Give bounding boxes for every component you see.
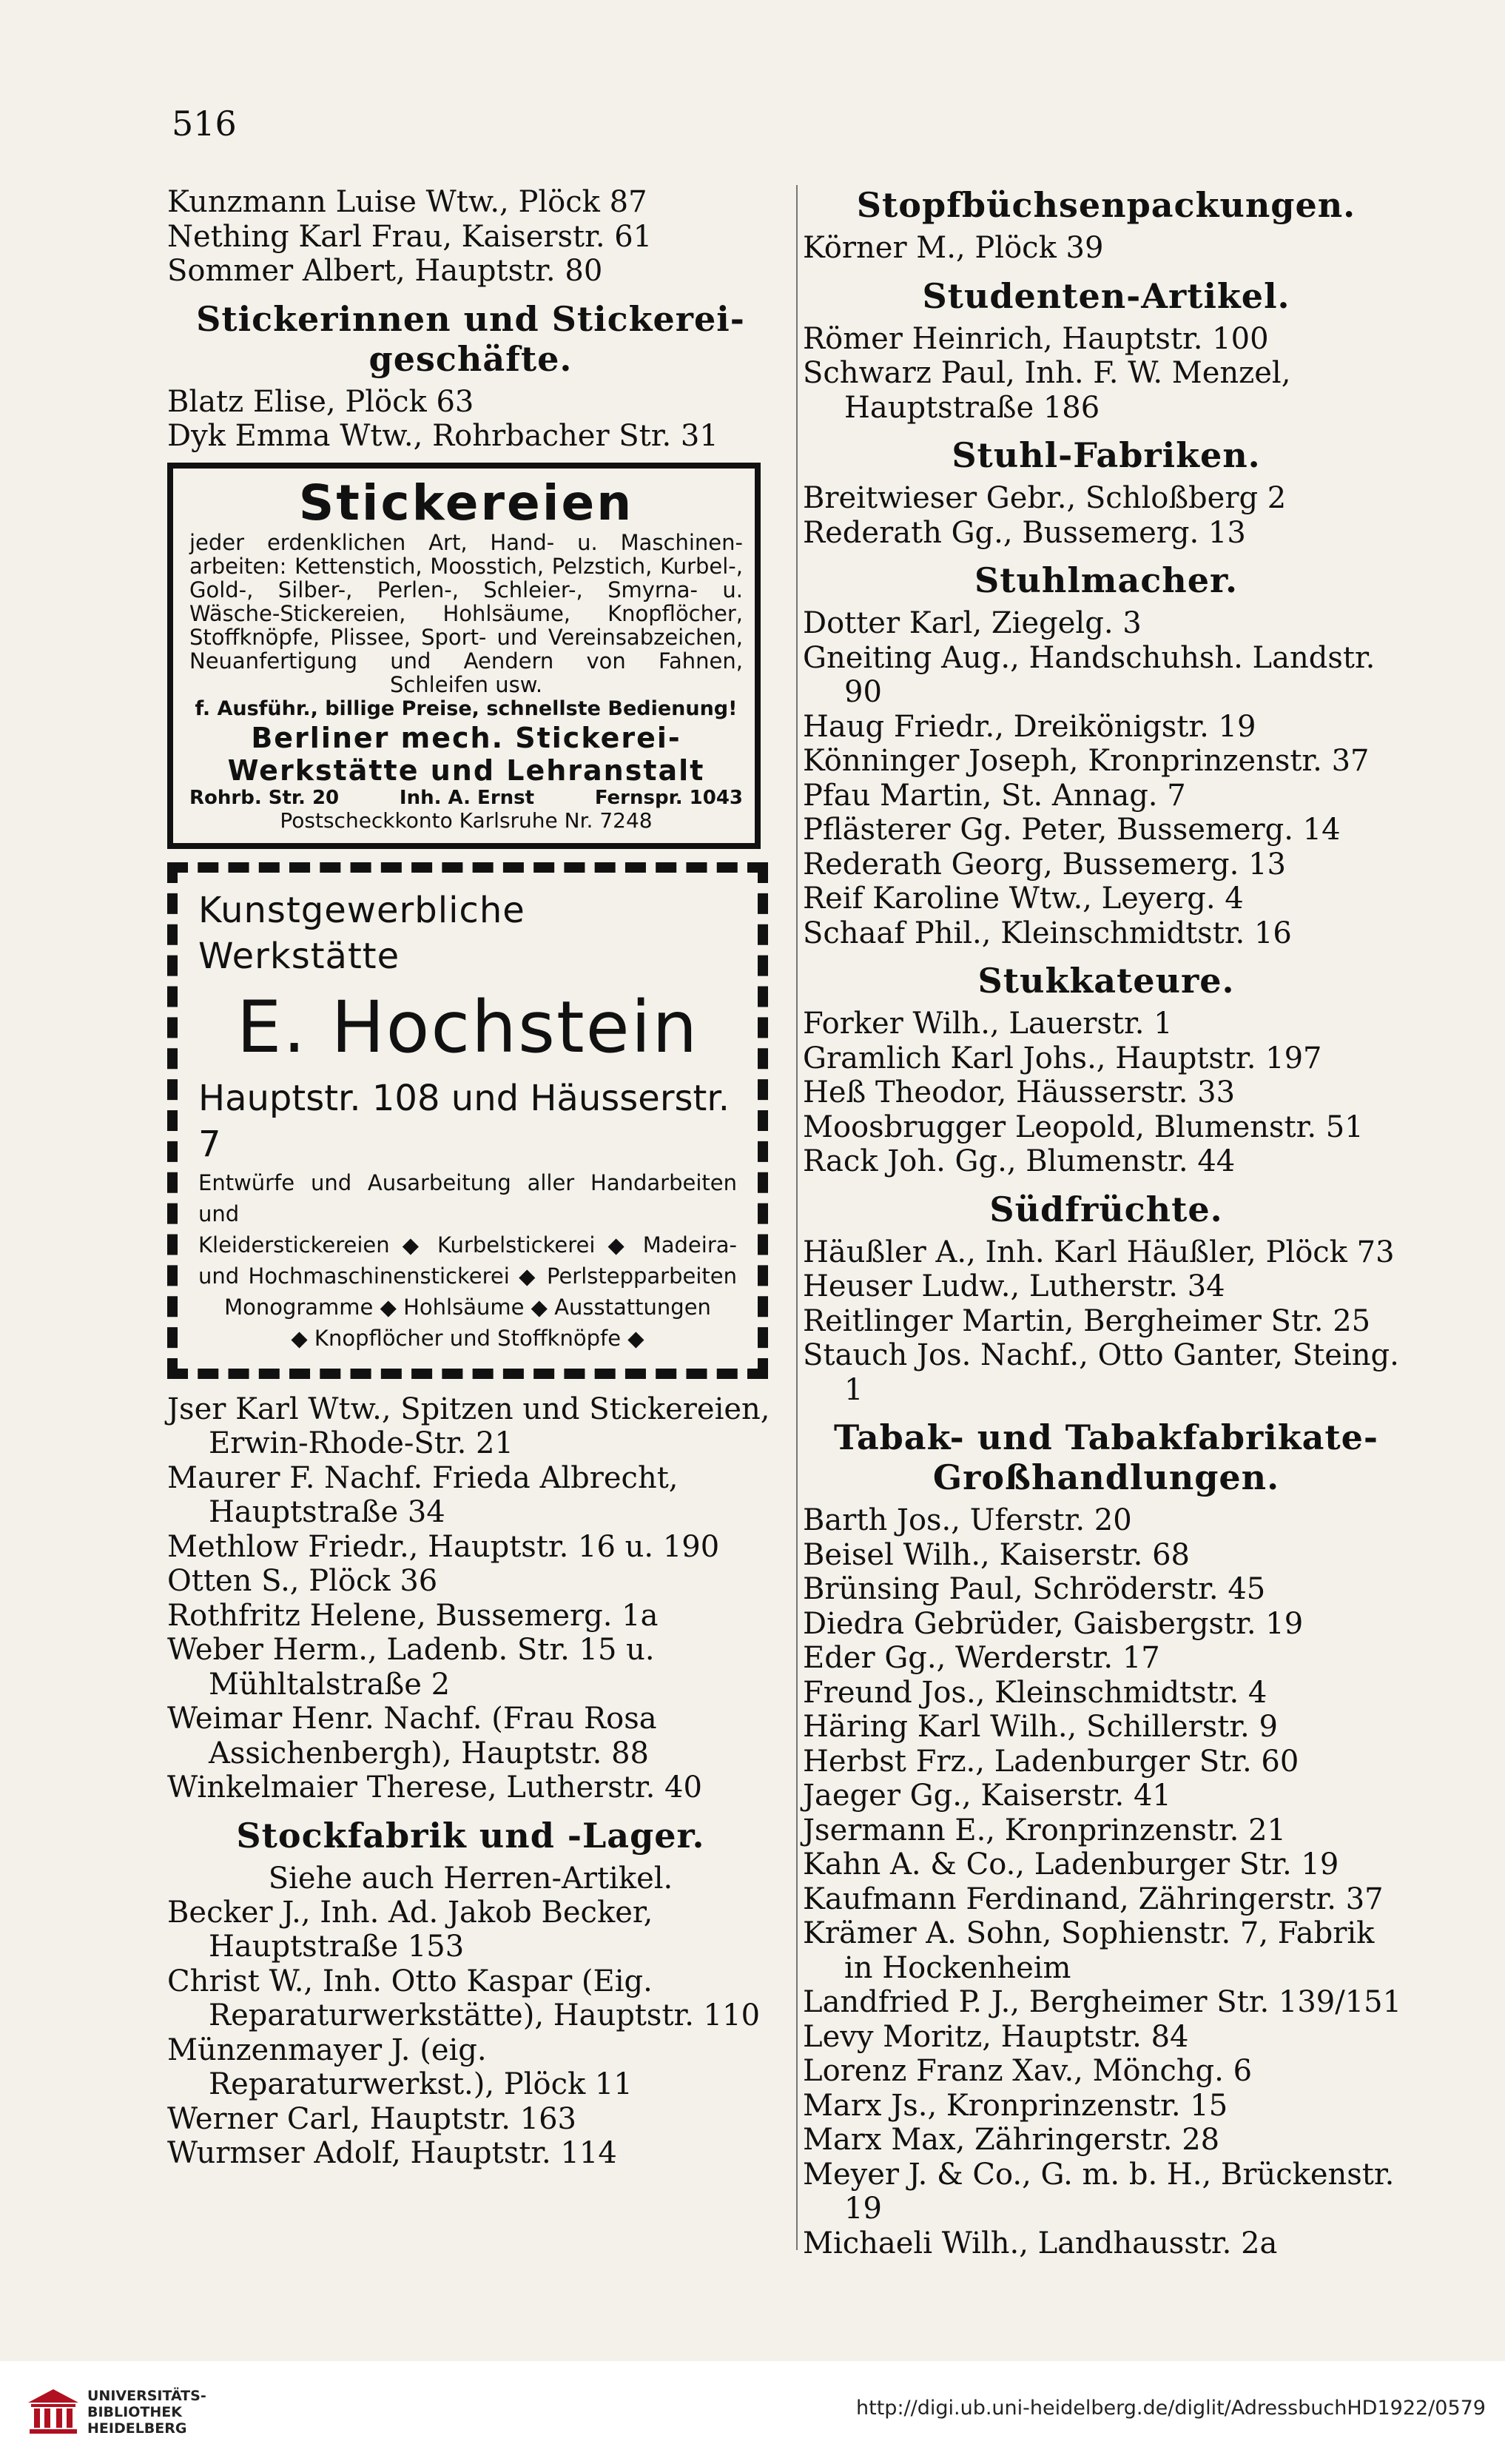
directory-entry: Marx Js., Kronprinzenstr. 15	[803, 2088, 1228, 2123]
directory-entry: Kahn A. & Co., Ladenburger Str. 19	[803, 1847, 1339, 1881]
ad-contact-row	[189, 787, 743, 809]
advertisement-hochstein	[167, 862, 768, 1379]
library-logo-icon	[27, 2388, 80, 2435]
directory-entry: Methlow Friedr., Hauptstr. 16 u. 190	[167, 1529, 720, 1564]
directory-entry: Heß Theodor, Häusserstr. 33	[803, 1075, 1236, 1110]
directory-entry: Rack Joh. Gg., Blumenstr. 44	[803, 1144, 1236, 1178]
ad-address: Rohrb. Str. 20	[189, 786, 340, 809]
directory-entry: Haug Friedr., Dreikönigstr. 19	[803, 709, 1256, 744]
column-divider	[796, 185, 798, 2250]
directory-entry: Levy Moritz, Hauptstr. 84	[803, 2019, 1189, 2054]
ad-title: Stickereien	[298, 474, 634, 531]
ad2-line-7: Monogramme ◆ Hohlsäume ◆ Ausstattungen	[224, 1294, 711, 1320]
section-heading-stopfbuechsen: Stopfbüchsenpackungen.	[856, 185, 1356, 225]
directory-entry: Römer Heinrich, Hauptstr. 100	[803, 321, 1269, 356]
page-number: 516	[172, 104, 237, 144]
entry-list	[803, 1007, 1410, 1179]
directory-entry: Nething Karl Frau, Kaiserstr. 61	[167, 219, 653, 254]
section-heading-stockfabrik: Stockfabrik und -Lager.	[236, 1815, 705, 1856]
directory-entry: Heuser Ludw., Lutherstr. 34	[803, 1269, 1225, 1303]
source-url-link[interactable]: http://digi.ub.uni-heidelberg.de/diglit/AdressbuchHD1922/0579	[856, 2397, 1486, 2420]
directory-entry: Gramlich Karl Johs., Hauptstr. 197	[803, 1041, 1322, 1075]
directory-entry: Diedra Gebrüder, Gaisbergstr. 19	[803, 1606, 1304, 1641]
entry-list	[803, 231, 1410, 266]
directory-entry: Kaufmann Ferdinand, Zähringerstr. 37	[803, 1881, 1384, 1916]
directory-entry: Kunzmann Luise Wtw., Plöck 87	[167, 185, 647, 219]
directory-entry: Beisel Wilh., Kaiserstr. 68	[803, 1537, 1190, 1572]
entry-list	[167, 1392, 774, 1805]
directory-entry: Meyer J. & Co., G. m. b. H., Brückenstr. 19	[803, 2157, 1395, 2226]
entry-list	[803, 322, 1410, 426]
ad2-line-4: Entwürfe und Ausarbeitung aller Handarbeiten und	[198, 1169, 737, 1226]
directory-entry: Maurer F. Nachf. Frieda Albrecht, Hauptstraße 34	[167, 1460, 679, 1529]
ad-body: jeder erdenklichen Art, Hand- u. Maschinen-arbeiten: Kettenstich, Moosstich, Pelzstich, Kurbel-, Gold-, Silber-, Perlen-, Schleier-, Smyrna- u. Wäsche-Stickereien, Hohlsäume, Knopflöcher, Stoffknöpfe, Plissee, Sport- und Vereinsabzeichen, Neuanfertigung und Aendern von Fahnen, Schleifen usw.	[189, 529, 743, 697]
directory-entry: Pfau Martin, St. Annag. 7	[803, 778, 1186, 813]
entry-list	[167, 1896, 774, 2171]
directory-entry: Reif Karoline Wtw., Leyerg. 4	[803, 882, 1244, 916]
ad2-line-8: ◆ Knopflöcher und Stoffknöpfe ◆	[291, 1325, 644, 1351]
library-name	[87, 2388, 206, 2437]
ad2-line-5: Kleiderstickereien ◆ Kurbelstickerei ◆ Madeira-	[198, 1232, 737, 1258]
directory-entry: Brünsing Paul, Schröderstr. 45	[803, 1572, 1266, 1606]
section-heading-stuhlmacher: Stuhlmacher.	[974, 560, 1239, 600]
library-name-line-3: HEIDELBERG	[87, 2420, 187, 2437]
directory-entry: Freund Jos., Kleinschmidtstr. 4	[803, 1675, 1267, 1710]
directory-entry: Marx Max, Zähringerstr. 28	[803, 2123, 1220, 2157]
directory-entry: Blatz Elise, Plöck 63	[167, 384, 474, 419]
section-heading-stuhlfabriken: Stuhl-Fabriken.	[952, 435, 1261, 475]
directory-entry: Wurmser Adolf, Hauptstr. 114	[167, 2136, 617, 2170]
directory-entry: Weber Herm., Ladenb. Str. 15 u. Mühltalstraße 2	[167, 1633, 655, 1702]
directory-entry: Körner M., Plöck 39	[803, 231, 1104, 265]
directory-entry: Jsermann E., Kronprinzenstr. 21	[803, 1813, 1287, 1847]
directory-entry: Forker Wilh., Lauerstr. 1	[803, 1007, 1173, 1041]
section-note: Siehe auch Herren-Artikel.	[268, 1861, 673, 1896]
directory-entry: Schaaf Phil., Kleinschmidtstr. 16	[803, 916, 1292, 950]
left-column	[167, 185, 774, 2171]
entry-list	[803, 481, 1410, 550]
directory-entry: Michaeli Wilh., Landhausstr. 2a	[803, 2226, 1278, 2260]
section-heading-stickerinnen: Stickerinnen und Stickerei-geschäfte.	[196, 298, 745, 379]
directory-entry: Schwarz Paul, Inh. F. W. Menzel, Hauptstraße 186	[803, 356, 1291, 425]
directory-entry: Christ W., Inh. Otto Kaspar (Eig. Reparaturwerkstätte), Hauptstr. 110	[167, 1964, 761, 2032]
entry-list	[803, 606, 1410, 950]
ad-bold-line: f. Ausführ., billige Preise, schnellste Bedienung!	[195, 696, 738, 720]
directory-entry: Jser Karl Wtw., Spitzen und Stickereien, Erwin-Rhode-Str. 21	[167, 1392, 770, 1460]
right-column	[803, 185, 1410, 2260]
directory-entry: Eder Gg., Werderstr. 17	[803, 1641, 1160, 1675]
directory-entry: Winkelmaier Therese, Lutherstr. 40	[167, 1770, 702, 1805]
directory-entry: Rederath Gg., Bussemerg. 13	[803, 515, 1246, 550]
directory-entry: Könninger Joseph, Kronprinzenstr. 37	[803, 744, 1370, 778]
entry-list	[167, 185, 774, 289]
library-name-line-1: UNIVERSITÄTS-	[87, 2388, 206, 2404]
directory-entry: Rothfritz Helene, Bussemerg. 1a	[167, 1598, 659, 1633]
directory-entry: Herbst Frz., Ladenburger Str. 60	[803, 1744, 1299, 1779]
directory-entry: Breitwieser Gebr., Schloßberg 2	[803, 481, 1287, 515]
directory-entry: Werner Carl, Hauptstr. 163	[167, 2101, 576, 2136]
directory-entry: Münzenmayer J. (eig. Reparaturwerkst.), Plöck 11	[167, 2032, 633, 2101]
directory-entry: Landfried P. J., Bergheimer Str. 139/151	[803, 1985, 1402, 2019]
ad2-line-1: Kunstgewerbliche Werkstätte	[198, 889, 525, 977]
ad-firm-line-1: Berliner mech. Stickerei-	[251, 721, 681, 754]
directory-entry: Weimar Henr. Nachf. (Frau Rosa Assichenbergh), Hauptstr. 88	[167, 1702, 657, 1770]
directory-entry: Häring Karl Wilh., Schillerstr. 9	[803, 1710, 1278, 1744]
directory-entry: Pflästerer Gg. Peter, Bussemerg. 14	[803, 813, 1341, 847]
directory-entry: Dyk Emma Wtw., Rohrbacher Str. 31	[167, 419, 718, 453]
ad2-firm-name: E. Hochstein	[236, 985, 699, 1069]
directory-entry: Barth Jos., Uferstr. 20	[803, 1503, 1132, 1537]
advertisement-stickereien	[167, 463, 761, 849]
directory-entry: Gneiting Aug., Handschuhsh. Landstr. 90	[803, 640, 1376, 709]
entry-list	[167, 385, 774, 454]
directory-entry: Dotter Karl, Ziegelg. 3	[803, 606, 1142, 640]
section-heading-tabak: Tabak- und Tabakfabrikate-Großhandlungen.	[833, 1417, 1378, 1497]
section-heading-suedfruechte: Südfrüchte.	[989, 1189, 1223, 1229]
ad-phone: Fernspr. 1043	[594, 786, 743, 809]
ad2-line-6: und Hochmaschinenstickerei ◆ Perlstepparbeiten	[198, 1263, 737, 1289]
directory-entry: Krämer A. Sohn, Sophienstr. 7, Fabrik in Hockenheim	[803, 1916, 1375, 1985]
directory-entry: Häußler A., Inh. Karl Häußler, Plöck 73	[803, 1235, 1395, 1269]
directory-entry: Moosbrugger Leopold, Blumenstr. 51	[803, 1110, 1364, 1144]
directory-entry: Becker J., Inh. Ad. Jakob Becker, Hauptstraße 153	[167, 1895, 653, 1964]
directory-entry: Jaeger Gg., Kaiserstr. 41	[803, 1779, 1171, 1813]
directory-entry: Stauch Jos. Nachf., Otto Ganter, Steing. 1	[803, 1338, 1399, 1407]
section-heading-stukkateure: Stukkateure.	[977, 961, 1235, 1001]
library-name-line-2: BIBLIOTHEK	[87, 2404, 182, 2420]
directory-entry: Sommer Albert, Hauptstr. 80	[167, 254, 603, 288]
directory-entry: Lorenz Franz Xav., Mönchg. 6	[803, 2054, 1253, 2088]
ad2-address: Hauptstr. 108 und Häusserstr. 7	[198, 1077, 730, 1165]
ad-firm-line-2: Werkstätte und Lehranstalt	[227, 753, 705, 787]
ad-owner: Inh. A. Ernst	[399, 786, 535, 809]
directory-entry: Reitlinger Martin, Bergheimer Str. 25	[803, 1303, 1371, 1338]
directory-entry: Rederath Georg, Bussemerg. 13	[803, 847, 1286, 882]
entry-list	[803, 1503, 1410, 2260]
entry-list	[803, 1235, 1410, 1408]
section-heading-studenten: Studenten-Artikel.	[922, 275, 1290, 316]
ad-postscheck: Postscheckkonto Karlsruhe Nr. 7248	[280, 808, 653, 833]
directory-entry: Otten S., Plöck 36	[167, 1564, 438, 1598]
footer-bar	[0, 2361, 1505, 2464]
